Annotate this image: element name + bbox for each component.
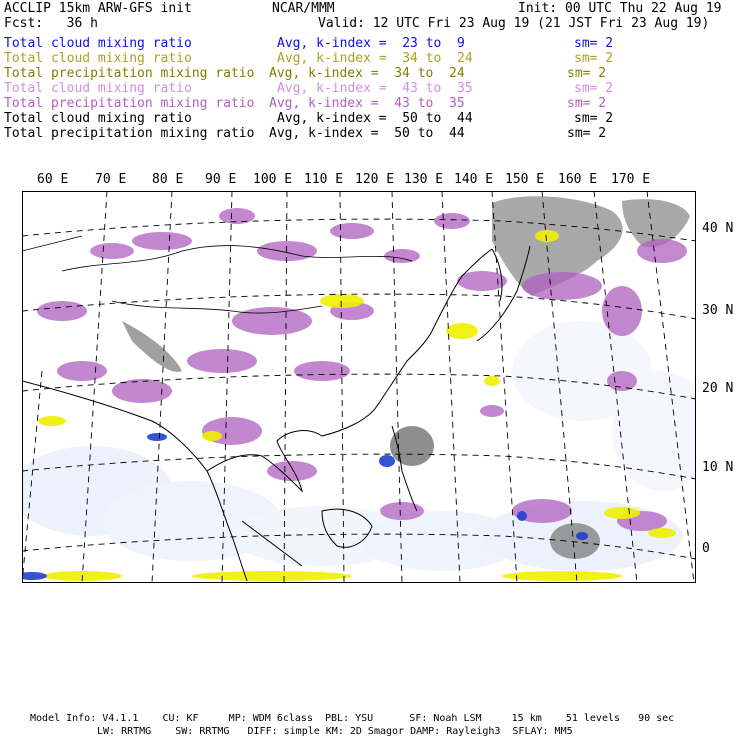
lat-label: 0 [702, 541, 710, 556]
field-sm: sm= 2 [574, 36, 614, 51]
valid-time: Valid: 12 UTC Fri 23 Aug 19 (21 JST Fri 23 Aug 19) [318, 16, 710, 31]
field-avg: Avg, k-index = 43 to 35 [269, 96, 465, 111]
field-avg: Avg, k-index = 23 to 9 [277, 36, 465, 51]
forecast-map [22, 191, 696, 583]
lon-label: 70 E [95, 172, 127, 187]
lon-label: 90 E [205, 172, 237, 187]
field-name: Total precipitation mixing ratio [4, 96, 255, 111]
forecast-hour: Fcst: 36 h [4, 16, 98, 31]
lat-label: 20 N [702, 381, 734, 396]
lon-label: 80 E [152, 172, 184, 187]
field-avg: Avg, k-index = 50 to 44 [269, 126, 465, 141]
model-info-line1: Model Info: V4.1.1 CU: KF MP: WDM 6class PBL: YSU SF: Noah LSM 15 km 51 levels 90 sec [30, 713, 675, 724]
field-sm: sm= 2 [574, 81, 614, 96]
field-name: Total cloud mixing ratio [4, 51, 192, 66]
field-name: Total precipitation mixing ratio [4, 66, 255, 81]
field-avg: Avg, k-index = 34 to 24 [277, 51, 473, 66]
field-name: Total cloud mixing ratio [4, 36, 192, 51]
lat-label: 40 N [702, 221, 734, 236]
init-time: Init: 00 UTC Thu 22 Aug 19 [518, 1, 722, 16]
title-center: NCAR/MMM [272, 1, 335, 16]
lon-label: 60 E [37, 172, 69, 187]
lat-label: 10 N [702, 460, 734, 475]
model-info-line2: LW: RRTMG SW: RRTMG DIFF: simple KM: 2D Smagor DAMP: Rayleigh3 SFLAY: MM5 [97, 726, 573, 737]
field-sm: sm= 2 [567, 66, 607, 81]
field-sm: sm= 2 [574, 111, 614, 126]
lon-label: 170 E [611, 172, 651, 187]
field-avg: Avg, k-index = 43 to 35 [277, 81, 473, 96]
title-left: ACCLIP 15km ARW-GFS init [4, 1, 192, 16]
lat-label: 30 N [702, 303, 734, 318]
field-avg: Avg, k-index = 50 to 44 [277, 111, 473, 126]
field-sm: sm= 2 [567, 96, 607, 111]
lon-label: 150 E [505, 172, 545, 187]
lon-label: 130 E [404, 172, 444, 187]
field-name: Total cloud mixing ratio [4, 81, 192, 96]
field-name: Total precipitation mixing ratio [4, 126, 255, 141]
field-avg: Avg, k-index = 34 to 24 [269, 66, 465, 81]
field-name: Total cloud mixing ratio [4, 111, 192, 126]
field-sm: sm= 2 [574, 51, 614, 66]
lon-label: 140 E [454, 172, 494, 187]
lon-label: 100 E [253, 172, 293, 187]
lon-label: 110 E [304, 172, 344, 187]
lon-label: 160 E [558, 172, 598, 187]
lon-label: 120 E [355, 172, 395, 187]
field-sm: sm= 2 [567, 126, 607, 141]
